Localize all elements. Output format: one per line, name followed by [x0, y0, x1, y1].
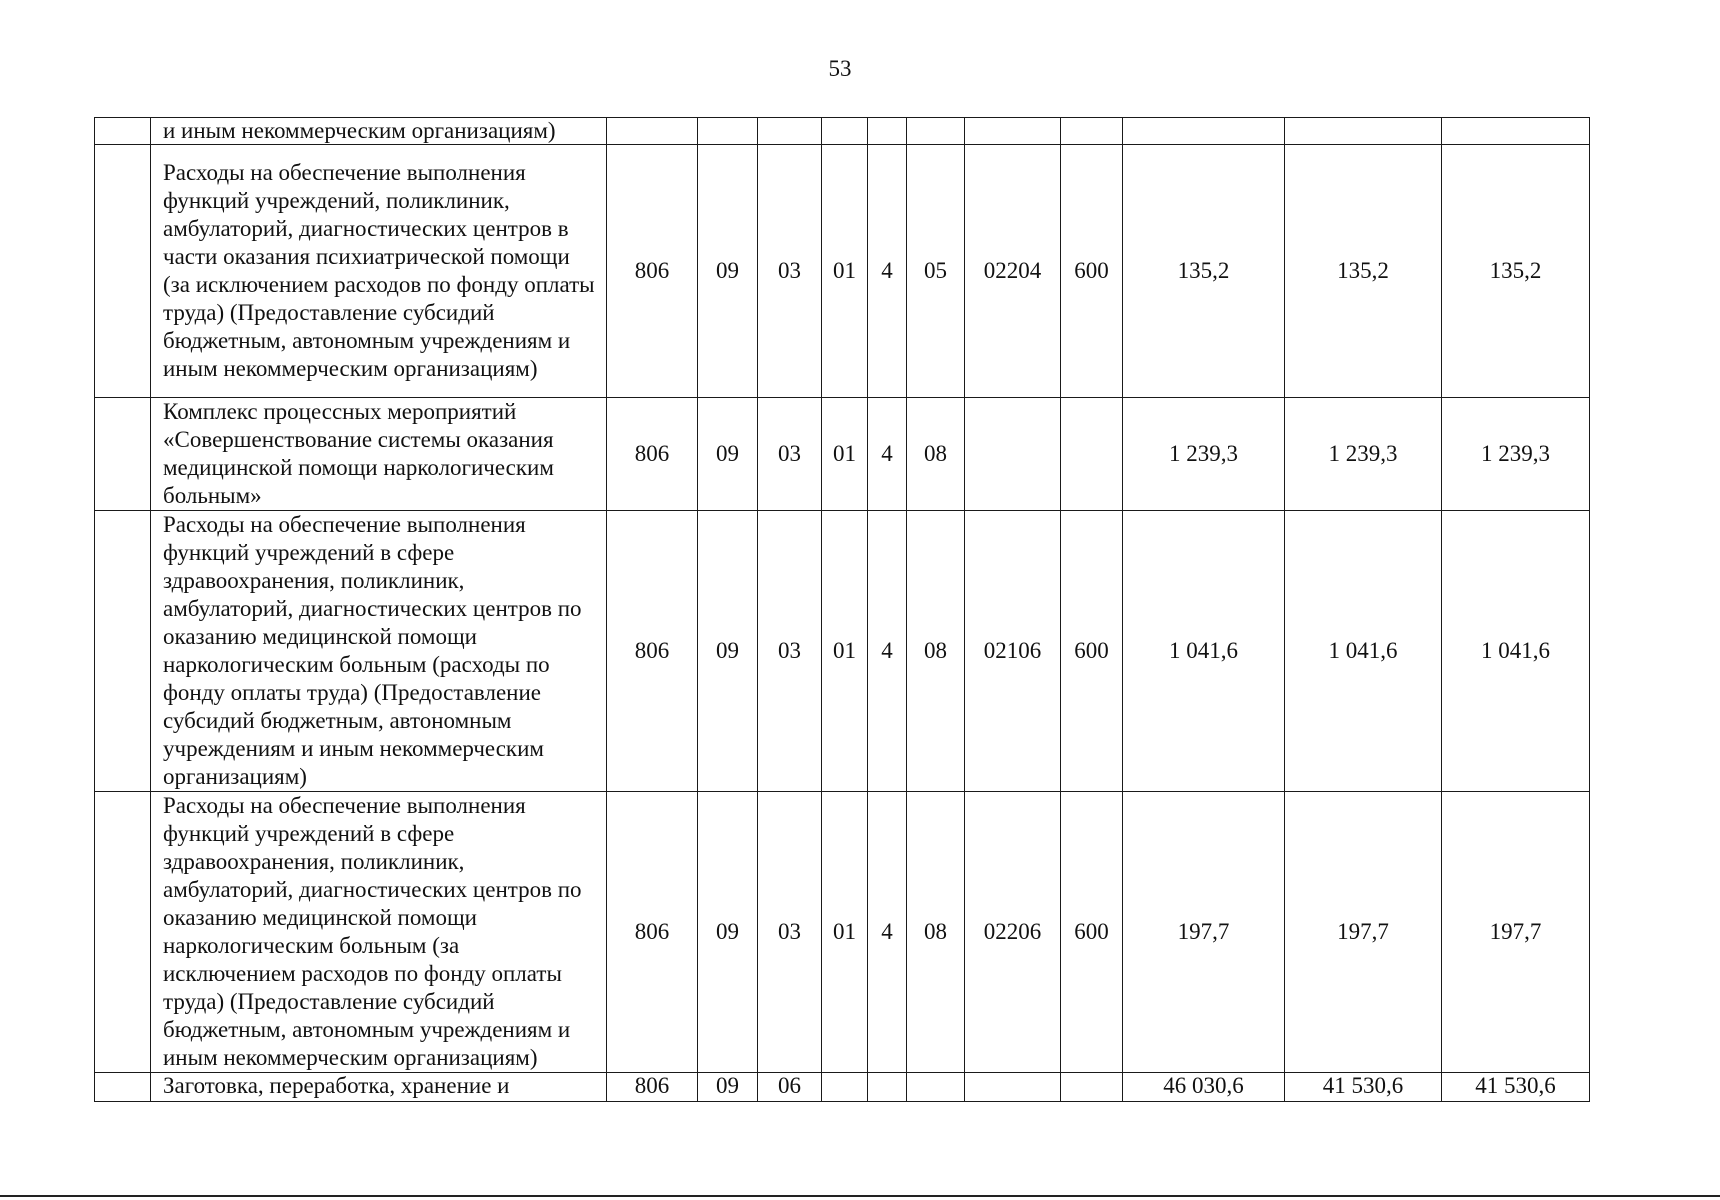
expense-name-cell: Комплекс процессных мероприятий «Совершенствование системы оказания медицинской помощи наркологическим больным»	[151, 398, 607, 511]
structure-element-code-cell: 08	[907, 398, 965, 511]
section-code-cell: 09	[698, 1073, 758, 1102]
amount-year3-cell: 1 239,3	[1442, 398, 1590, 511]
subsection-code-cell: 03	[758, 792, 822, 1073]
program-code-cell	[822, 1073, 868, 1102]
page-bottom-rule	[0, 1195, 1720, 1197]
index-cell	[95, 118, 151, 145]
subsection-code-cell: 03	[758, 145, 822, 398]
subsection-code-cell: 06	[758, 1073, 822, 1102]
index-cell	[95, 511, 151, 792]
amount-year3-cell: 1 041,6	[1442, 511, 1590, 792]
table-row	[95, 145, 1590, 398]
program-type-code-cell: 4	[868, 145, 907, 398]
structure-element-code-cell	[907, 1073, 965, 1102]
amount-year3-cell	[1442, 118, 1590, 145]
section-code-cell	[698, 118, 758, 145]
grbs-code-cell: 806	[607, 792, 698, 1073]
grbs-code-cell: 806	[607, 1073, 698, 1102]
page-number: 53	[828, 56, 852, 81]
direction-code-cell	[965, 398, 1061, 511]
amount-year2-cell: 41 530,6	[1285, 1073, 1442, 1102]
table-row	[95, 398, 1590, 511]
expense-name-cell: и иным некоммерческим организациям)	[151, 118, 607, 145]
index-cell	[95, 1073, 151, 1102]
program-code-cell: 01	[822, 792, 868, 1073]
table-row	[95, 118, 1590, 145]
expense-type-code-cell: 600	[1061, 145, 1123, 398]
expense-type-code-cell	[1061, 118, 1123, 145]
section-code-cell: 09	[698, 792, 758, 1073]
section-code-cell: 09	[698, 145, 758, 398]
structure-element-code-cell: 08	[907, 511, 965, 792]
expense-name-cell: Заготовка, переработка, хранение и	[151, 1073, 607, 1102]
program-type-code-cell: 4	[868, 398, 907, 511]
expense-type-code-cell: 600	[1061, 511, 1123, 792]
amount-year1-cell: 197,7	[1123, 792, 1285, 1073]
grbs-code-cell: 806	[607, 511, 698, 792]
subsection-code-cell: 03	[758, 398, 822, 511]
grbs-code-cell	[607, 118, 698, 145]
budget-table	[94, 117, 1590, 1102]
program-type-code-cell	[868, 118, 907, 145]
program-code-cell: 01	[822, 398, 868, 511]
program-code-cell: 01	[822, 145, 868, 398]
amount-year3-cell: 135,2	[1442, 145, 1590, 398]
grbs-code-cell: 806	[607, 398, 698, 511]
amount-year1-cell: 135,2	[1123, 145, 1285, 398]
program-type-code-cell: 4	[868, 792, 907, 1073]
direction-code-cell: 02204	[965, 145, 1061, 398]
amount-year2-cell	[1285, 118, 1442, 145]
amount-year2-cell: 197,7	[1285, 792, 1442, 1073]
amount-year2-cell: 135,2	[1285, 145, 1442, 398]
table-row	[95, 792, 1590, 1073]
index-cell	[95, 398, 151, 511]
program-code-cell: 01	[822, 511, 868, 792]
amount-year1-cell: 46 030,6	[1123, 1073, 1285, 1102]
structure-element-code-cell: 05	[907, 145, 965, 398]
direction-code-cell: 02206	[965, 792, 1061, 1073]
table-row	[95, 511, 1590, 792]
structure-element-code-cell	[907, 118, 965, 145]
direction-code-cell: 02106	[965, 511, 1061, 792]
expense-name-cell: Расходы на обеспечение выполнения функций учреждений в сфере здравоохранения, поликлиник, амбулаторий, диагностических центров по оказанию медицинской помощи наркологическим больным (за исключением расходов по фонду оплаты труда) (Предоставление субсидий бюджетным, автономным учреждениям и иным некоммерческим организациям)	[151, 792, 607, 1073]
direction-code-cell	[965, 118, 1061, 145]
index-cell	[95, 792, 151, 1073]
program-code-cell	[822, 118, 868, 145]
amount-year3-cell: 197,7	[1442, 792, 1590, 1073]
expense-name-cell: Расходы на обеспечение выполнения функций учреждений, поликлиник, амбулаторий, диагностических центров в части оказания психиатрической помощи (за исключением расходов по фонду оплаты труда) (Предоставление субсидий бюджетным, автономным учреждениям и иным некоммерческим организациям)	[151, 145, 607, 398]
direction-code-cell	[965, 1073, 1061, 1102]
amount-year1-cell: 1 239,3	[1123, 398, 1285, 511]
section-code-cell: 09	[698, 511, 758, 792]
expense-type-code-cell: 600	[1061, 792, 1123, 1073]
amount-year2-cell: 1 041,6	[1285, 511, 1442, 792]
program-type-code-cell	[868, 1073, 907, 1102]
amount-year3-cell: 41 530,6	[1442, 1073, 1590, 1102]
grbs-code-cell: 806	[607, 145, 698, 398]
index-cell	[95, 145, 151, 398]
expense-type-code-cell	[1061, 1073, 1123, 1102]
expense-type-code-cell	[1061, 398, 1123, 511]
amount-year1-cell	[1123, 118, 1285, 145]
subsection-code-cell: 03	[758, 511, 822, 792]
amount-year2-cell: 1 239,3	[1285, 398, 1442, 511]
amount-year1-cell: 1 041,6	[1123, 511, 1285, 792]
table-row	[95, 1073, 1590, 1102]
subsection-code-cell	[758, 118, 822, 145]
section-code-cell: 09	[698, 398, 758, 511]
program-type-code-cell: 4	[868, 511, 907, 792]
structure-element-code-cell: 08	[907, 792, 965, 1073]
expense-name-cell: Расходы на обеспечение выполнения функций учреждений в сфере здравоохранения, поликлиник, амбулаторий, диагностических центров по оказанию медицинской помощи наркологическим больным (расходы по фонду оплаты труда) (Предоставление субсидий бюджетным, автономным учреждениям и иным некоммерческим организациям)	[151, 511, 607, 792]
